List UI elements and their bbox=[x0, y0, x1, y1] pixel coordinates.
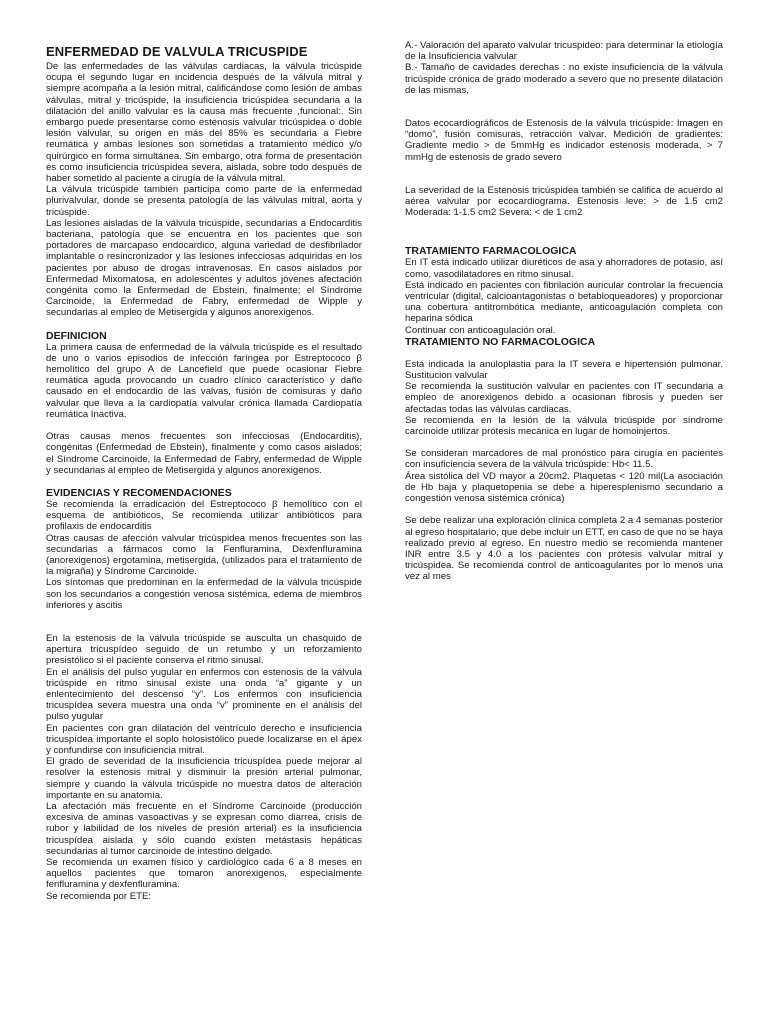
eco-paragraph: Datos ecocardiográficos de Estenosis de la válvula tricúspide: Imagen en “domo”, fusión comisuras, retracción valvar. Medición de gradientes: Gradiente medio > de 5mmHg es indicador estenosis moderada, > 7 mmHg de estenosis de grado severo bbox=[405, 118, 723, 163]
no-farmaco-paragraph: Está indicada la anuloplastia para la IT severa e hipertensión pulmonar. Sustitucion valvular bbox=[405, 358, 723, 382]
clinica-paragraph: Se recomienda por ETE: bbox=[46, 890, 152, 902]
left-column bbox=[46, 40, 362, 902]
definicion-paragraph: La primera causa de enfermedad de la válvula tricúspide es el resultado de uno o varios episodios de infección faríngea por Estreptococo β hemolítico del grupo A de Lancefield que puede ocasionar Fiebre reumática aguda provocando un cuadro clínico característico y daño causado en el endocardio de las valvas, fusión de comisuras y daño valvular que lleva a la cardiopatía valvular crónica llamada Cardiopatía reumática Inactiva. bbox=[46, 341, 362, 420]
clinica-paragraph: El grado de severidad de la insuficiencia tricuspídea puede mejorar al resolver la estenosis mitral y disminuir la presión arterial pulmonar, siempre y cuando la válvula tricúspide no muestra datos de alteración importante en su anatomía. bbox=[46, 756, 362, 801]
intro-paragraph: Las lesiones aisladas de la válvula tricúspide, secundarias a Endocarditis bacteriana, patología que se encuentra en los pacientes que son portadores de marcapaso endocardico, alguna variedad de desfibrilador implantable o resincronizador y las lesiones infecciosas adquiridas en los pacientes por abuso de drogas intravenosas. En casos aislados por Enfermedad Mixomatosa, en adolescentes y adultos jóvenes afectación congénita como la Enfermedad de Ebstein, finalmente; el Síndrome Carcinoide, la Enfermedad de Fabry, enfermedad de Wipple y secundarias al empleo de Metisergida y algunos anorexigenos. bbox=[46, 217, 362, 319]
clinica-paragraph: La afectación más frecuente en el Síndrome Carcinoide (producción excesiva de aminas vasoactivas y se expresan como diarrea, crisis de rubor y labilidad de los niveles de presión arterial) es la insuficiencia tricuspídea aislada y sólo cuando existen metástasis hepáticas secundarias al tumor carcinoide de intestino delgado. bbox=[46, 800, 362, 857]
clinica-paragraph: Se recomienda un examen físico y cardiológico cada 6 a 8 meses en aquellos pacientes que tomaron anorexigenos, especialmente fenfluramina y dexfenfluramina. bbox=[46, 857, 362, 891]
section-heading-farmacologica: TRATAMIENTO FARMACOLOGICA bbox=[405, 245, 577, 258]
right-column bbox=[405, 40, 723, 583]
section-heading-no-farmacologica: TRATAMIENTO NO FARMACOLOGICA bbox=[405, 335, 596, 348]
intro-paragraph: De las enfermedades de las válvulas cardiacas, la válvula tricúspide ocupa el segundo lugar en incidencia después de la válvula mitral y siempre acompaña a la lesión mitral, calificándose como lesión de ambas válvulas, mitral y tricúspide, la insuficiencia tricúspidea secundaria a la dilatación del anillo valvular es la causa más frecuente ,funcional:. Sin embargo puede presentarse como estenosis valvular tricúspidea o doble lesión valvular, su origen en más del 85% es secundaria a Fiebre reumática y ambas lesiones son sometidas a tratamiento médico y/o quirúrgico en forma simultánea. Sin embargo, otra forma de presentación es como insuficiencia tricúspidea severa, aislada, sobre todo después de haber sometido al paciente a cirugía de la válvula mitral. bbox=[46, 61, 362, 185]
clinica-paragraph: En pacientes con gran dilatación del ventrículo derecho e insuficiencia tricuspídea importante el soplo holosistólico puede localizarse en el ápex y confundirse con insuficiencia mitral. bbox=[46, 722, 362, 756]
clinica-paragraph: En la estenosis de la válvula tricúspide se ausculta un chasquido de apertura tricuspídeo seguido de un retumbo y un reforzamiento presistólico si el paciente conserva el ritmo sinusal. bbox=[46, 632, 362, 667]
ete-item: A.- Valoración del aparato valvular tricuspideo: para determinar la etiología de la Insuficiencia valvular bbox=[405, 40, 723, 63]
evidencias-paragraph: Se recomienda la erradicación del Estreptococo β hemolítico con el esquema de antibióticos, Se recomienda utilizar antibióticos para profilaxis de endocarditis bbox=[46, 498, 362, 533]
section-heading-evidencias: EVIDENCIAS Y RECOMENDACIONES bbox=[46, 486, 232, 499]
seguimiento-paragraph: Se debe realizar una exploración clínica completa 2 a 4 semanas posterior al egreso hospitalario, que debe incluir un ETT, en caso de que no se haya realizado previo al egreso. En nuestro medio se recomienda mantener INR entre 3.5 y 4.0 a los pacientes con prótesis valvular mitral y tricúspidea. Se recomienda control de anticoagulantes por lo menos una vez al mes bbox=[405, 515, 723, 583]
definicion-paragraph: Otras causas menos frecuentes son infecciosas (Endocarditis), congénitas (Enfermedad de Ebstein), finalmente y como casos aislados; el Síndrome Carcinoide, la Enfermedad de Fabry, enfermedad de Wipple y secundarias al empleo de Metisergida y algunos anorexigenos. bbox=[46, 431, 362, 476]
farmaco-paragraph: En IT está indicado utilizar diuréticos de asa y ahorradores de potasio, así como, vasodilatadores en ritmo sinusal. bbox=[405, 257, 723, 280]
evidencias-paragraph: Otras causas de afección valvular tricúspidea menos frecuentes son las secundarias a fármacos como la Fenfluramina, Dexfenfluramina (anorexigenos) ergotamina, metisergida, (utilizados para el tratamiento de la migraña) y Síndrome Carcinoide. bbox=[46, 532, 362, 578]
farmaco-paragraph: Está indicado en pacientes con fibrilación auricular controlar la frecuencia ventricular (digital, calcioantagonistas o betabloqueadores) y proporcionar una cobertura antitrombótica mediante, anticoagulación completa con heparina sódica bbox=[405, 279, 723, 325]
document-title: ENFERMEDAD DE VALVULA TRICUSPIDE bbox=[46, 44, 308, 59]
farmaco-paragraph: Continuar con anticoagulación oral. bbox=[405, 324, 556, 336]
no-farmaco-paragraph: Se recomienda en la lesión de la válvula tricúspide por síndrome carcinoide utilizar prótesis mecánica en lugar de homoinjertos. bbox=[405, 414, 723, 438]
pronostico-paragraph: Área sistólica del VD mayor a 20cm2. Plaquetas < 120 mil(La asociación de Hb baja y plaquetopenia se debe a hiperesplenismo secundario a congestión venosa sistémica crónica) bbox=[405, 470, 723, 505]
section-heading-definicion: DEFINICION bbox=[46, 329, 107, 342]
evidencias-paragraph: Los síntomas que predominan en la enfermedad de la válvula tricúspide son los secundarios a congestión venosa sistémica, edema de miembros inferiores y ascitis bbox=[46, 577, 362, 611]
ete-item: B.- Tamaño de cavidades derechas : no existe insuficiencia de la válvula tricúspide crónica de grado moderado a severo que no presente dilatación de las mismas, bbox=[405, 62, 723, 96]
clinica-paragraph: En el análisis del pulso yugular en enfermos con estenosis de la válvula tricúspide en ritmo sinusal existe una onda “a” gigante y un enlentecimiento del descenso “y”. Los enfermos con insuficiencia tricuspídea severa muestra una onda “v” prominente en el análisis del pulso yugular bbox=[46, 666, 362, 723]
pronostico-paragraph: Se consideran marcadores de mal pronóstico para cirugía en pacientes con insuficiencia severa de la válvula tricúspide: Hb< 11.5. bbox=[405, 448, 723, 471]
intro-paragraph: La válvula tricúspide también participa como parte de la enfermedad plurivalvular, donde se presenta patología de las válvulas mitral, aorta y tricúspide. bbox=[46, 184, 362, 218]
severidad-paragraph: La severidad de la Estenosis tricúspidea también se califica de acuerdo al aérea valvular por ecocardiograma. Estenosis leve: > de 1.5 cm2 Moderada: 1-1.5 cm2 Severa: < de 1 cm2 bbox=[405, 184, 723, 219]
no-farmaco-paragraph: Se recomienda la sustitución valvular en pacientes con IT secundaria a empleo de anorexigenos debido a ocasionan fibrosis y pueden ser afectadas todas las válvulas cardiacas. bbox=[405, 381, 723, 415]
